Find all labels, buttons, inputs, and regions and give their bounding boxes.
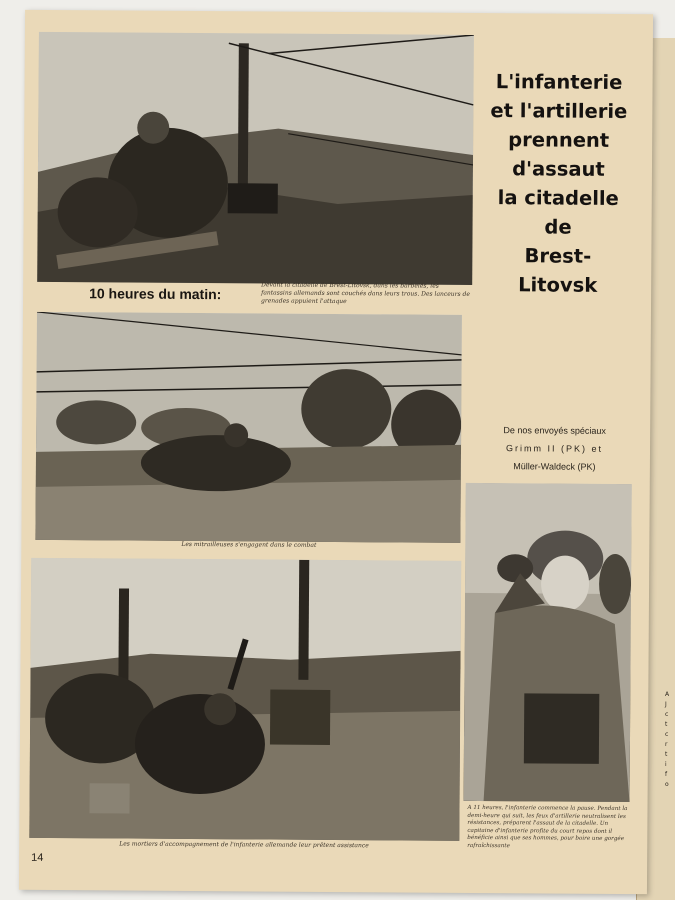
caption-photo4: A 11 heures, l'infanterie commence la pause. Pendant la demi-heure qui suit, les feux d'artillerie neutralisent les résistances, préparent l'assaut de la citadelle. Un capitaine d'infanterie profite du court repos dont il bénéficie ainsi que ses hommes, pour boire une gorgée rafraîchissante	[467, 804, 628, 850]
headline-line-7: Brest-	[524, 244, 592, 268]
credits-line-1: De nos envoyés spéciaux	[503, 425, 606, 436]
side-letter: c	[665, 731, 669, 738]
caption-photo2: Les mitrailleuses s'engagent dans le combat	[181, 540, 317, 549]
side-letter: i	[665, 761, 667, 768]
headline-line-4: d'assaut	[512, 157, 605, 181]
side-letter: A	[665, 691, 670, 698]
photo-infantry-barbed-wire	[37, 32, 474, 285]
magazine-page	[19, 10, 653, 894]
headline-line-3: prennent	[508, 128, 610, 152]
side-letter: t	[665, 751, 668, 758]
credits-line-3: Müller-Waldeck (PK)	[513, 461, 596, 472]
headline-line-5: la citadelle	[497, 186, 619, 210]
side-letter: J	[665, 701, 667, 708]
side-letter: o	[665, 781, 669, 788]
headline-line-6: de	[544, 215, 572, 239]
photo-machine-gunners	[35, 312, 462, 543]
side-letter: r	[665, 741, 668, 748]
next-page-text-fragment	[665, 690, 675, 790]
time-label: 10 heures du matin:	[89, 285, 222, 303]
headline-line-2: et l'artillerie	[490, 99, 628, 124]
caption-photo1: Devant la citadelle de Brest-Litovsk, dans les barbelés, les fantassins allemands sont couchés dans leurs trous. Des lanceurs de grenades appuient l'attaque	[261, 281, 470, 306]
headline-line-1: L'infanterie	[495, 70, 623, 94]
credits	[472, 421, 637, 476]
caption-photo3: Les mortiers d'accompagnement de l'infanterie allemande leur prêtent assistance	[119, 840, 369, 850]
side-letter: f	[665, 771, 668, 778]
page-number: 14	[31, 851, 44, 864]
headline-line-8: Litovsk	[518, 273, 598, 297]
credits-line-2: Grimm II (PK) et	[505, 443, 604, 454]
photo-mortar-crew	[29, 558, 461, 841]
photo-soldier-drinking	[464, 483, 632, 802]
side-letter: t	[665, 721, 668, 728]
side-letter: c	[665, 711, 669, 718]
headline	[475, 67, 642, 300]
